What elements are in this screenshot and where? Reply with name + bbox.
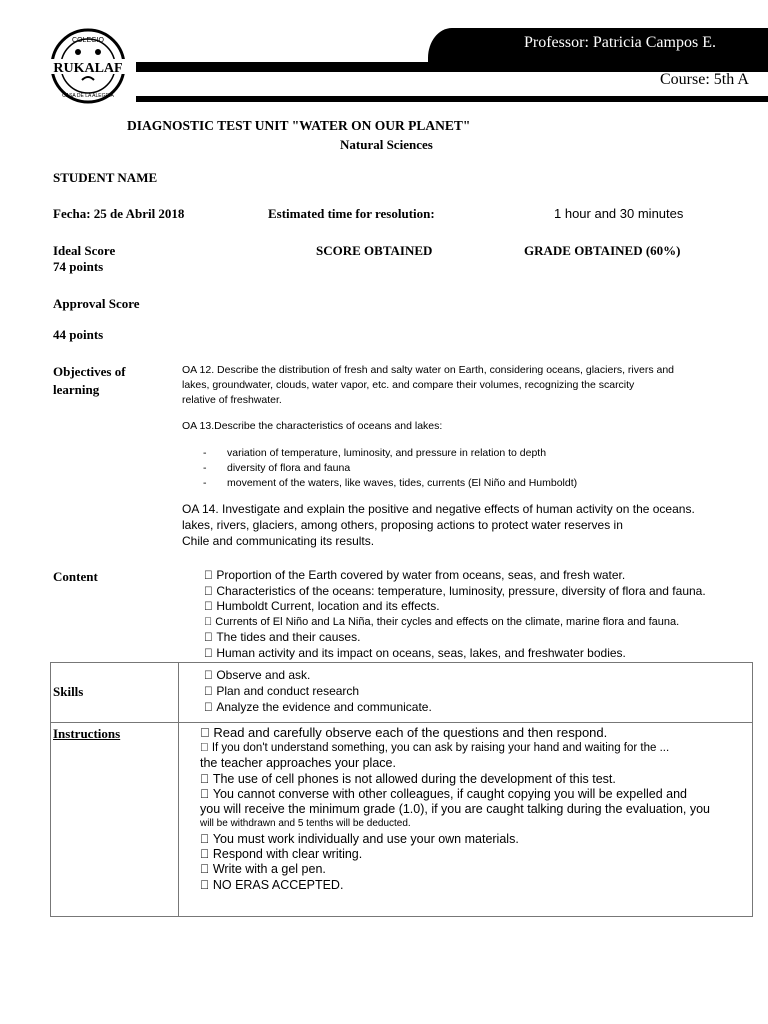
list-item: Read and carefully observe each of the questions and then respond. — [200, 725, 594, 740]
grade-obtained-label: GRADE OBTAINED (60%) — [524, 243, 681, 258]
list-item: Observe and ask. — [204, 668, 299, 682]
estimated-time-value: 1 hour and 30 minutes — [554, 206, 684, 221]
logo-text-main: RUKALAF — [53, 61, 123, 76]
professor-name: Professor: Patricia Campos E. — [524, 34, 716, 51]
list-item: You cannot converse with other colleagues, if caught copying you will be expelled and — [200, 787, 675, 801]
ideal-score-value: 74 points — [53, 259, 104, 274]
list-item: - diversity of flora and fauna — [203, 462, 351, 474]
logo-text-top: COLEGIO — [72, 37, 104, 44]
oa13-list — [203, 446, 577, 491]
oa12-paragraph — [182, 363, 674, 408]
list-item: - variation of temperature, luminosity, and pressure in relation to depth — [203, 447, 547, 459]
list-item: Write with a gel pen. — [200, 862, 314, 876]
ideal-score-label: Ideal Score — [53, 243, 116, 258]
skills-label: Skills — [53, 684, 84, 699]
date-label: Fecha: 25 de Abril 2018 — [53, 206, 185, 221]
approval-score-label: Approval Score — [53, 296, 140, 311]
estimated-time-label: Estimated time for resolution: — [268, 206, 435, 221]
list-item: NO ERAS ACCEPTED. — [200, 878, 331, 892]
oa12-line: lakes, groundwater, clouds, water vapor, etc. and compare their volumes, recognizing the scarcity — [182, 379, 635, 391]
skills-list — [204, 667, 432, 715]
list-item: Human activity and its impact on oceans, seas, lakes, and freshwater bodies. — [204, 645, 614, 660]
content-list — [204, 568, 706, 661]
oa12-line: relative of freshwater. — [182, 394, 282, 406]
course-label: Course: 5th A — [660, 71, 749, 88]
student-name-label: STUDENT NAME — [53, 170, 158, 185]
content-label: Content — [53, 569, 98, 584]
list-item: You must work individually and use your own materials. — [200, 832, 506, 846]
header-divider — [136, 96, 768, 102]
oa14-line: OA 14. Investigate and explain the positive and negative effects of human activity on the oceans. — [182, 502, 695, 516]
list-item: will be withdrawn and 5 tenths will be deducted. — [200, 818, 411, 829]
list-item: the teacher approaches your place. — [200, 756, 396, 770]
list-item: Analyze the evidence and communicate. — [204, 700, 420, 714]
objectives-label-2: learning — [53, 382, 100, 397]
oa13-heading: OA 13.Describe the characteristics of oceans and lakes: — [182, 420, 443, 432]
oa12-line: OA 12. Describe the distribution of fresh and salty water on Earth, considering oceans, glaciers, rivers and — [182, 364, 675, 376]
list-item: The tides and their causes. — [204, 630, 349, 644]
list-item: Proportion of the Earth covered by water from oceans, seas, and fresh water. — [204, 568, 613, 582]
list-item: - movement of the waters, like waves, tides, currents (El Niño and Humboldt) — [203, 477, 578, 489]
list-item: Humboldt Current, location and its effects. — [204, 599, 428, 613]
score-obtained-label: SCORE OBTAINED — [316, 243, 433, 258]
list-item: If you don't understand something, you can ask by raising your hand and waiting for the ... — [200, 742, 658, 754]
objectives-label-1: Objectives of — [53, 364, 126, 379]
oa14-line: Chile and communicating its results. — [182, 534, 375, 548]
oa14-line: lakes, rivers, glaciers, among others, proposing actions to protect water reserves in — [182, 518, 623, 532]
school-logo — [44, 28, 132, 104]
oa14-paragraph — [182, 501, 695, 549]
list-item: you will receive the minimum grade (1.0), if you are caught talking during the evaluation, you — [200, 802, 710, 816]
approval-score-value: 44 points — [53, 327, 104, 342]
instructions-list — [200, 725, 752, 893]
list-item: Respond with clear writing. — [200, 847, 350, 861]
instructions-label: Instructions — [53, 726, 121, 741]
document-title: DIAGNOSTIC TEST UNIT "WATER ON OUR PLANET" — [127, 118, 471, 133]
list-item: Currents of El Niño and La Niña, their cycles and effects on the climate, marine flora and fauna. — [204, 615, 668, 628]
logo-text-bottom: CASA DE LA ALEGRIA — [62, 93, 114, 99]
document-subtitle: Natural Sciences — [340, 137, 433, 152]
list-item: Characteristics of the oceans: temperature, luminosity, pressure, diversity of flora and fauna. — [204, 583, 694, 598]
list-item: Plan and conduct research — [204, 684, 347, 698]
list-item: The use of cell phones is not allowed during the development of this test. — [200, 772, 604, 786]
